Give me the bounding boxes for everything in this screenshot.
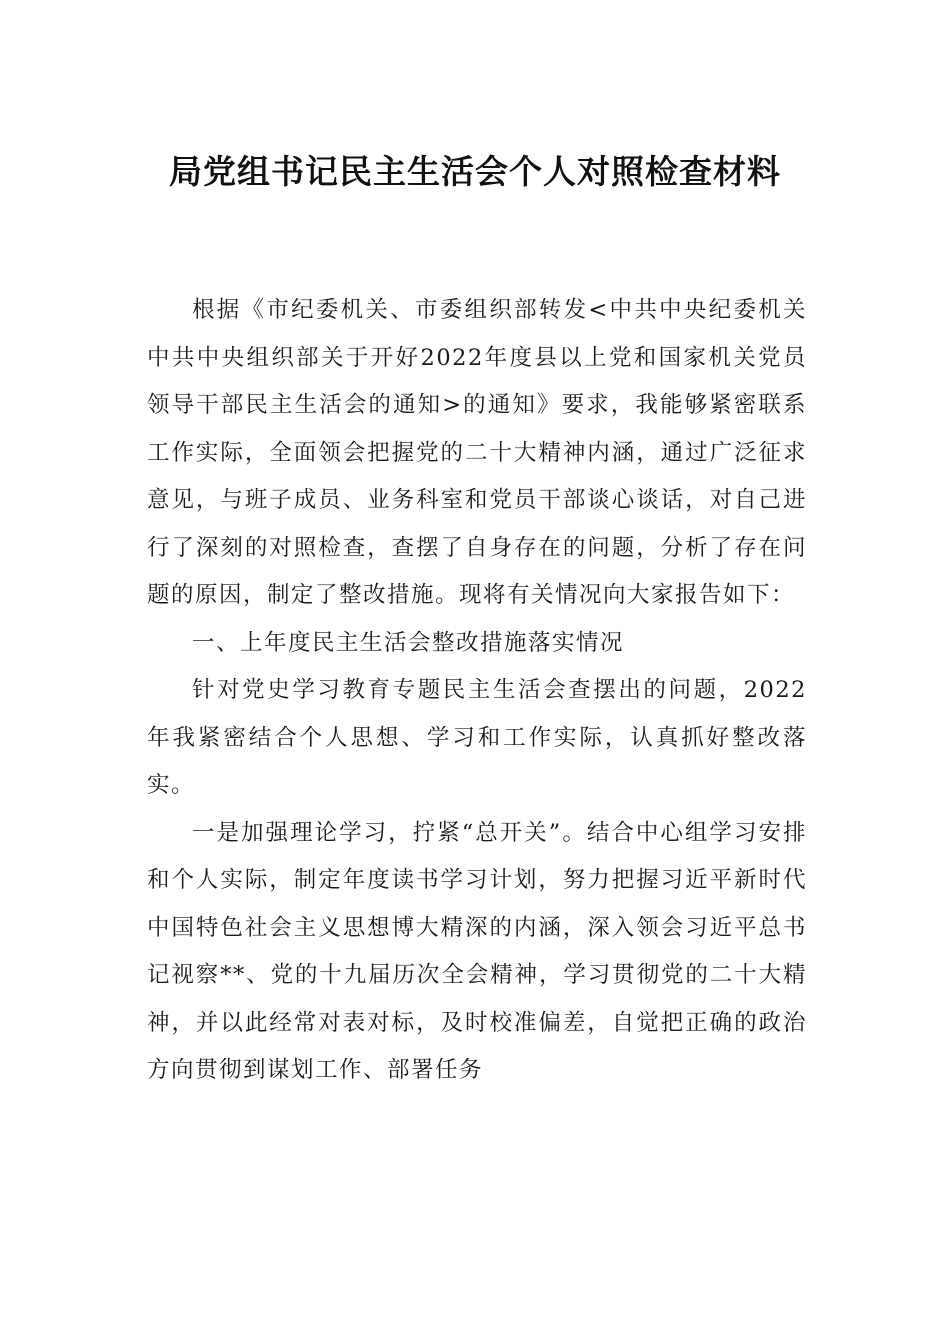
document-body — [147, 287, 807, 1095]
document-title: 局党组书记民主生活会个人对照检查材料 — [169, 152, 781, 191]
point-paragraph: 一是加强理论学习，拧紧“总开关”。结合中心组学习安排和个人实际，制定年度读书学习计划，努力把握习近平新时代中国特色社会主义思想博大精深的内涵，深入领会习近平总书记视察**、党的十九届历次全会精神，学习贯彻党的二十大精神，并以此经常对表对标，及时校准偏差，自觉把正确的政治方向贯彻到谋划工作、部署任务 — [147, 819, 807, 1083]
section-paragraph: 针对党史学习教育专题民主生活会查摆出的问题，2022年我紧密结合个人思想、学习和工作实际，认真抓好整改落实。 — [147, 677, 807, 798]
section-heading: 一、上年度民主生活会整改措施落实情况 — [192, 629, 625, 656]
intro-paragraph: 根据《市纪委机关、市委组织部转发<中共中央纪委机关 中共中央组织部关于开好2022年度县以上党和国家机关党员领导干部民主生活会的通知>的通知》要求，我能够紧密联系工作实际，全面领会把握党的二十大精神内涵，通过广泛征求意见，与班子成员、业务科室和党员干部谈心谈话，对自己进行了深刻的对照检查，查摆了自身存在的问题，分析了存在问题的原因，制定了整改措施。现将有关情况向大家报告如下： — [147, 297, 807, 608]
